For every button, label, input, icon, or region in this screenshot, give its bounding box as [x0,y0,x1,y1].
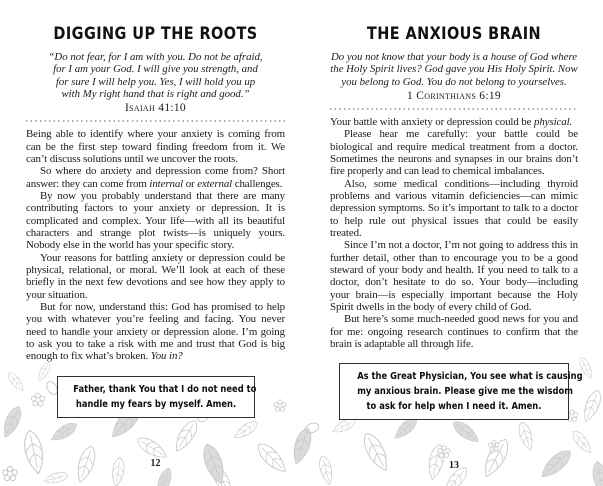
page-right [330,0,583,486]
page-title: THE ANXIOUS BRAIN [366,24,542,44]
text-segment: So where do anxiety and depression come from? Short answer: they can come from [26,165,285,190]
paragraph [330,128,578,177]
text-segment: By now you probably understand that there are many contributing factors to your anxiety or depression. It is complicated and complex. Your life—with all its beautiful characters and strange plot twists—is uniquely yours. Nobody else in the world has your specific story. [26,189,285,252]
text-segment: Please hear me carefully: your battle could be biological and require medical treatment from a doctor. Sometimes the neurons and synapses in our brains don’t fire properly and can lead to chemical imbalances. [330,128,578,178]
text-line: Father, thank You that I do not need to [72,383,256,395]
text-line: you belong to God. You do not belong to yourselves. [341,75,567,88]
text-segment: Being able to identify where your anxiety is coming from can be the first step toward finding freedom from it. We can’t discuss solutions until we uncover the roots. [26,128,285,165]
devotional-body [330,116,578,351]
text-line: Do you not know that your body is a house of God where [330,51,578,63]
dotted-divider [330,108,578,110]
devotional-body [26,128,285,363]
paragraph [26,165,285,190]
text-line: “Do not fear, for I am with you. Do not be afraid, [48,51,263,63]
scripture-quote [26,51,285,100]
prayer-text [72,382,256,412]
scripture-quote [330,51,578,88]
page-number: 12 [150,458,161,469]
paragraph [330,313,578,350]
text-segment: internal [149,177,184,190]
text-line: for sure I will help you. Yes, I will hold you up [55,75,256,88]
text-line: the Holy Spirit lives? God gave you His Holy Spirit. Now [330,63,578,76]
page-number: 13 [449,460,459,471]
text-line: handle my fears by myself. Amen. [75,398,236,410]
prayer-text [357,369,583,414]
paragraph [330,116,578,128]
paragraph [26,301,285,363]
dotted-divider [26,120,285,122]
paragraph [330,178,578,240]
text-line: my anxious brain. Please give me the wisdom [357,386,573,398]
text-segment: But here’s some much-needed good news for you and for me: ongoing research continues to confirm that the brain is adaptable all through life. [330,313,578,351]
text-segment: But for now, understand this: God has promised to help you with whatever you’re feeling and facing. You never need to handle your anxiety or depression alone. I’m going to ask you to take a risk with me and trust that God is big enough to fix what’s broken. [26,301,285,363]
text-line: As the Great Physician, You see what is causing [357,371,583,383]
paragraph [330,239,578,313]
text-line: with My right hand that is right and good.” [61,87,250,100]
text-segment: Your reasons for battling anxiety or depression could be physical, relational, or moral. We’ll look at each of these briefly in the next few devotions and see how they apply to your situation. [26,251,285,301]
text-segment: Also, some medical conditions—including thyroid problems and various vitamin deficiencies—can mimic depression symptoms. So it’s important to talk to a doctor to help rule out physical issues that could be easily treated. [330,177,578,239]
paragraph [26,128,285,165]
text-segment: challenges. [232,177,283,190]
scripture-reference: Isaiah 41:10 [125,102,186,115]
text-line: to ask for help when I need it. Amen. [366,401,542,413]
text-segment: external [197,177,233,190]
prayer-box [339,363,583,420]
text-line: for I am your God. I will give you strength, and [53,63,258,76]
paragraph [26,190,285,252]
text-segment: physical. [534,115,573,128]
scripture-reference: 1 Corinthians 6:19 [407,89,501,102]
page-left [26,0,285,486]
text-segment: Your battle with anxiety or depression could be [330,115,535,128]
prayer-box [57,376,255,418]
text-segment: or [183,177,198,190]
text-segment: You in? [150,350,183,363]
paragraph [26,252,285,301]
text-segment: Since I’m not a doctor, I’m not going to address this in further detail, other than to encourage you to be a good steward of your body and health. If you need to talk to a doctor, don’t hesitate to do so. Your body—including your brain—is especially important because the Holy Spirit dwells in the body of every child of God. [330,239,578,314]
page-title: DIGGING UP THE ROOTS [53,24,258,44]
